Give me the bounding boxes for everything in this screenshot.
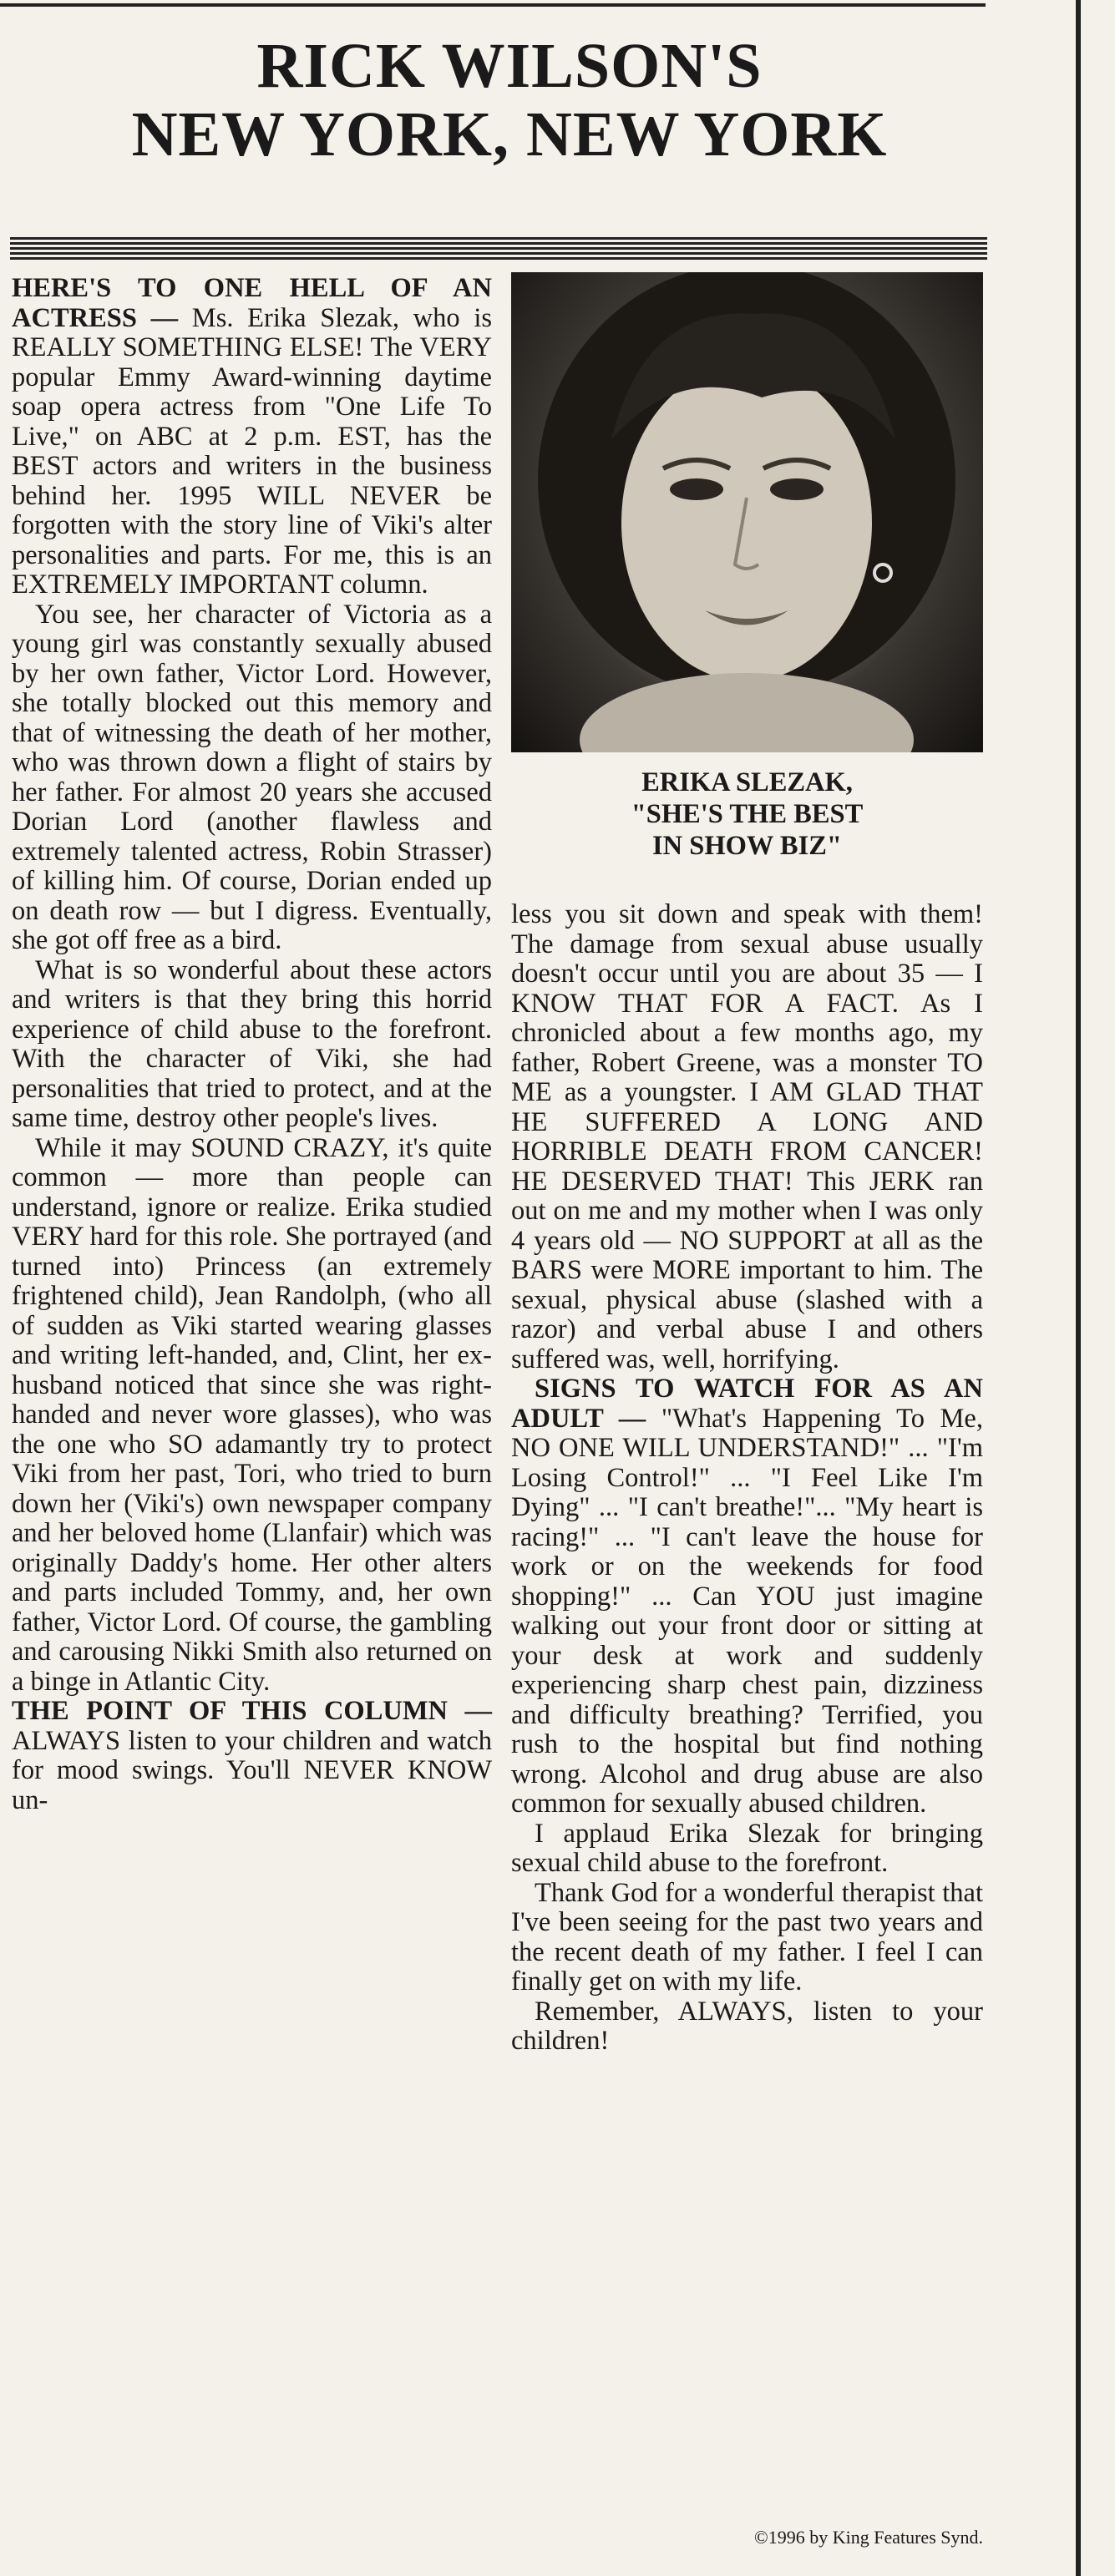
portrait-illustration bbox=[511, 272, 983, 752]
paragraph-1-lead: HERE'S TO ONE HELL OF AN ACTRESS — bbox=[12, 273, 492, 333]
paragraph-5 bbox=[12, 1697, 492, 1815]
paragraph-7-text: "What's Happening To Me, NO ONE WILL UNDERSTAND!" ... "I'm Losing Control!" ... "I Feel Like I'm Dying" ... "I can't breathe!"... "My heart is racing!" ... "I can't leave the house for work or on the weekends for food shopping!" ... Can YOU just imagine walking out your front door or sitting at your desk at work and suddenly experiencing sharp chest pain, dizziness and difficulty breathing? Terrified, you rush to the hospital but find nothing wrong. Alcohol and drug abuse are also common for sexually abused children. bbox=[511, 1403, 983, 1819]
paragraph-1-text: Ms. Erika Slezak, who is REALLY SOMETHING ELSE! The VERY popular Emmy Award-winning daytime soap opera actress from "One Life To Live," on ABC at 2 p.m. EST, has the BEST actors and writers in the business behind her. 1995 WILL NEVER be forgotten with the story line of Viki's alter personalities and parts. For me, this is an EXTREMELY IMPORTANT column. bbox=[12, 302, 492, 600]
article-column-1 bbox=[12, 274, 492, 1815]
paragraph-5-lead: THE POINT OF THIS COLUMN — bbox=[12, 1696, 492, 1726]
paragraph-5-text: ALWAYS listen to your children and watch for mood swings. You'll NEVER KNOW un- bbox=[12, 1725, 492, 1815]
paragraph-9: Thank God for a wonderful therapist that I've been seeing for the past two years and the recent death of my father. I feel I can finally get on with my life. bbox=[511, 1877, 983, 1997]
portrait-photo bbox=[511, 272, 983, 752]
top-rule bbox=[0, 3, 986, 7]
caption-line-3: IN SHOW BIZ" bbox=[652, 831, 842, 861]
paragraph-6: less you sit down and speak with them! The damage from sexual abuse usually doesn't occur until you are about 35 — I KNOW THAT FOR A FACT. As I chronicled about a few months ago, my father, Robert Greene, was a monster TO ME as a youngster. I AM GLAD THAT HE SUFFERED A LONG AND HORRIBLE DEATH FROM CANCER! HE DESERVED THAT! This JERK ran out on me and my mother when I was only 4 years old — NO SUPPORT at all as the BARS were MORE important to him. The sexual, physical abuse (slashed with a razor) and verbal abuse I and others suffered was, well, horrifying. bbox=[511, 899, 983, 1374]
caption-line-1: ERIKA SLEZAK, bbox=[641, 767, 853, 797]
column-title bbox=[0, 32, 1019, 169]
paragraph-1 bbox=[12, 274, 492, 600]
title-line-1: RICK WILSON'S bbox=[256, 31, 763, 101]
caption-line-2: "SHE'S THE BEST bbox=[631, 799, 864, 829]
paragraph-10: Remember, ALWAYS, listen to your children! bbox=[511, 1996, 983, 2056]
paragraph-7 bbox=[511, 1374, 983, 1819]
paragraph-7-lead: SIGNS TO WATCH FOR AS AN ADULT — bbox=[511, 1374, 983, 1434]
title-line-2: NEW YORK, NEW YORK bbox=[131, 99, 888, 170]
paragraph-4: While it may SOUND CRAZY, it's quite common — more than people can understand, ignore or realize. Erika studied VERY hard for this role. She portrayed (and turned into) Princess (an extremely frightened child), Jean Randolph, (who all of sudden as Viki started wearing glasses and writing left-handed, and, Clint, her ex-husband noticed that since she was right-handed and never wore glasses), who was the one who SO adamantly try to protect Viki from her past, Tori, who tried to burn down her (Viki's) own newspaper company and her beloved home (Llanfair) which was originally Daddy's home. Her other alters and parts included Tommy, and, her own father, Victor Lord. Of course, the gambling and carousing Nikki Smith also returned on a binge in Atlantic City. bbox=[12, 1132, 492, 1697]
paragraph-8: I applaud Erika Slezak for bringing sexual child abuse to the forefront. bbox=[511, 1818, 983, 1878]
paragraph-3: What is so wonderful about these actors and writers is that they bring this horrid experience of child abuse to the forefront. With the character of Viki, she had personalities that tried to protect, and at the same time, destroy other people's lives. bbox=[12, 954, 492, 1133]
title-double-rule bbox=[10, 237, 987, 262]
right-border-rule bbox=[1076, 0, 1081, 2576]
paragraph-2: You see, her character of Victoria as a young girl was constantly sexually abused by her own father, Victor Lord. However, she totally blocked out this memory and that of witnessing the death of her mother, who was thrown down a flight of stairs by her father. For almost 20 years she accused Dorian Lord (another flawless and extremely talented actress, Robin Strasser) of killing him. Of course, Dorian ended up on death row — but I digress. Eventually, she got off free as a bird. bbox=[12, 599, 492, 955]
article-column-2 bbox=[511, 900, 983, 2057]
copyright-notice: ©1996 by King Features Synd. bbox=[754, 2527, 983, 2548]
photo-caption bbox=[511, 767, 983, 862]
